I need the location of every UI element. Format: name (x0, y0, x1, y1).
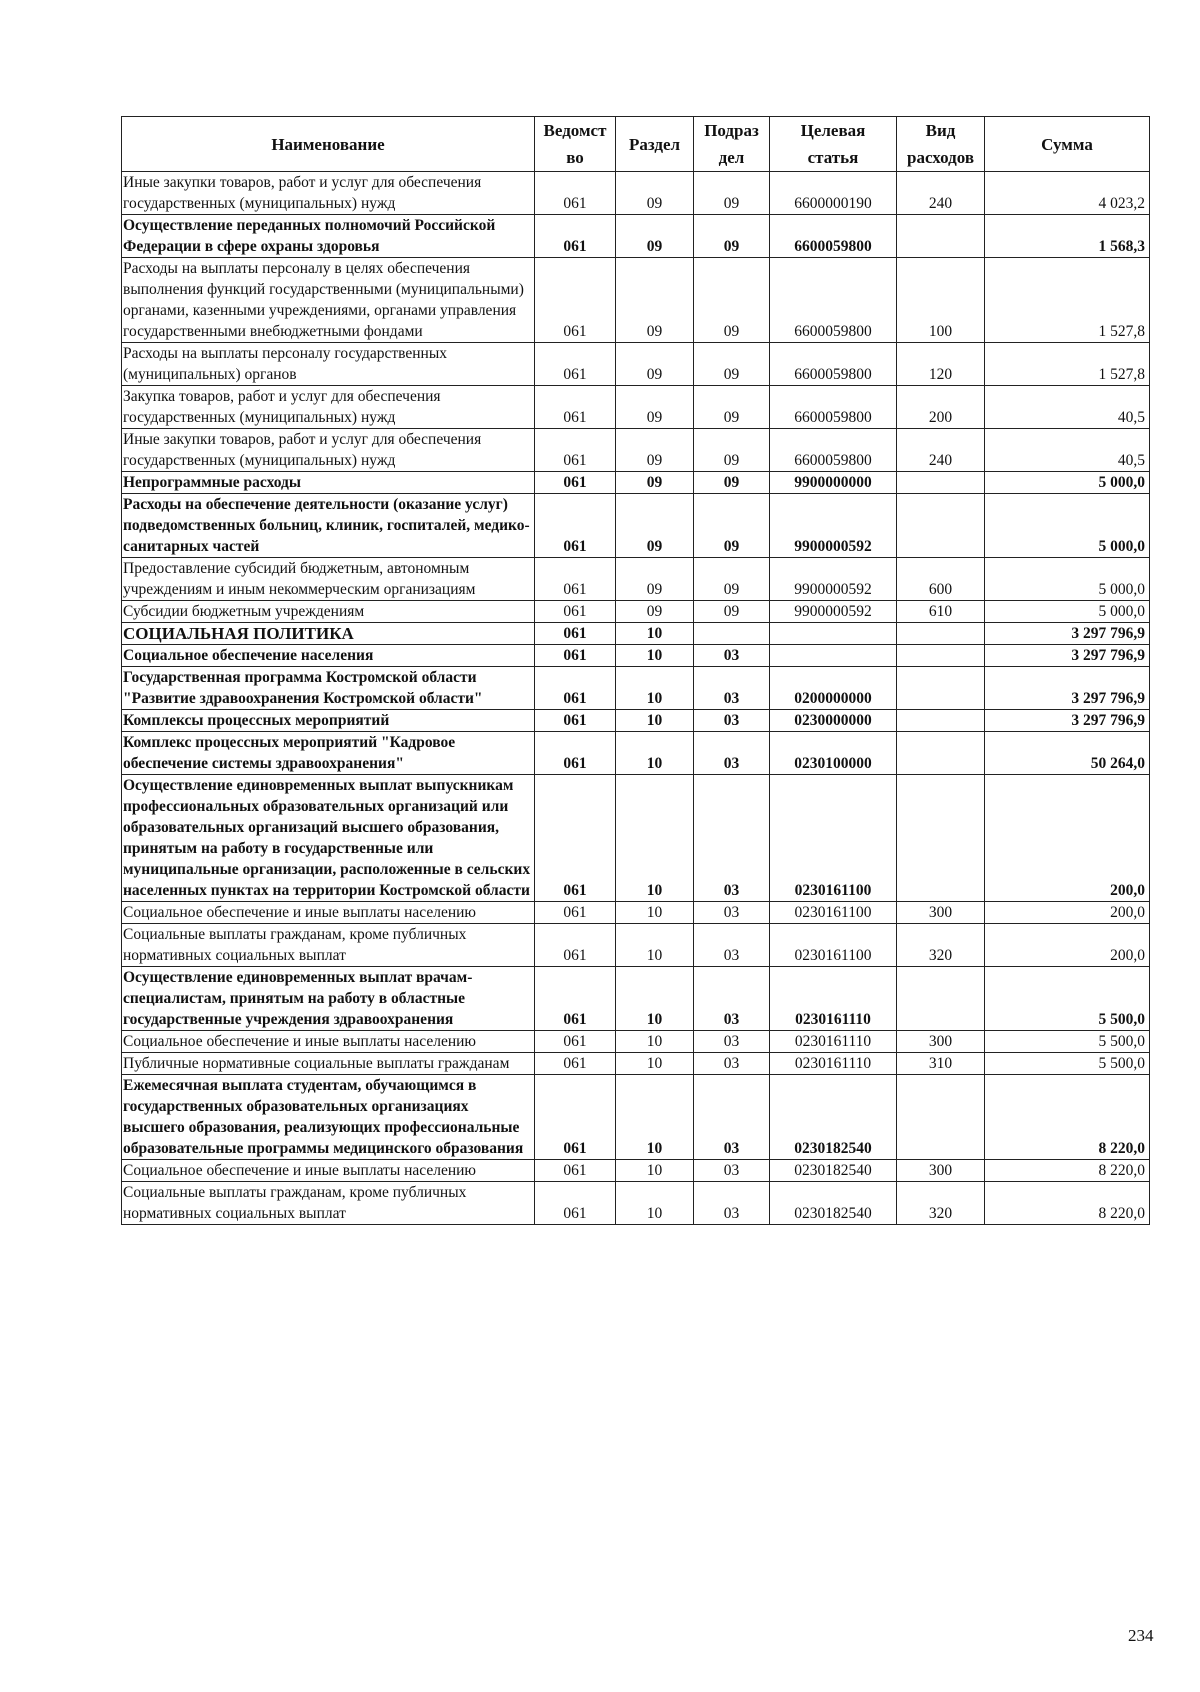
cell-section: 09 (616, 429, 694, 472)
cell-dept: 061 (535, 645, 616, 667)
budget-table (121, 116, 1150, 1225)
cell-subsection (694, 623, 770, 645)
cell-kind: 300 (897, 902, 985, 924)
cell-kind (897, 623, 985, 645)
cell-sum: 1 527,8 (985, 343, 1150, 386)
cell-name: Субсидии бюджетным учреждениям (122, 601, 535, 623)
cell-subsection: 09 (694, 215, 770, 258)
cell-target: 0230161110 (770, 1053, 897, 1075)
cell-subsection: 03 (694, 902, 770, 924)
cell-section: 10 (616, 667, 694, 710)
cell-subsection: 03 (694, 667, 770, 710)
col-header-target-line2: статья (807, 148, 859, 167)
cell-section: 10 (616, 967, 694, 1031)
cell-section: 09 (616, 386, 694, 429)
cell-sum: 3 297 796,9 (985, 667, 1150, 710)
table-row (122, 1031, 1150, 1053)
col-header-subsection-line2: дел (718, 148, 745, 167)
cell-kind (897, 215, 985, 258)
table-row (122, 172, 1150, 215)
cell-target: 0230100000 (770, 732, 897, 775)
table-header (122, 117, 1150, 172)
cell-sum: 3 297 796,9 (985, 623, 1150, 645)
cell-sum: 5 000,0 (985, 472, 1150, 494)
cell-dept: 061 (535, 215, 616, 258)
col-header-subsection-line1: Подраз (704, 121, 759, 140)
table-row (122, 494, 1150, 558)
cell-dept: 061 (535, 172, 616, 215)
table-row (122, 667, 1150, 710)
cell-section: 10 (616, 732, 694, 775)
cell-subsection: 03 (694, 924, 770, 967)
cell-sum: 5 500,0 (985, 1053, 1150, 1075)
cell-name: Социальные выплаты гражданам, кроме публичных нормативных социальных выплат (122, 1182, 535, 1225)
cell-section: 10 (616, 775, 694, 902)
cell-target: 6600059800 (770, 258, 897, 343)
cell-target: 9900000592 (770, 558, 897, 601)
cell-dept: 061 (535, 494, 616, 558)
col-header-target (770, 117, 897, 172)
cell-name: СОЦИАЛЬНАЯ ПОЛИТИКА (122, 623, 535, 645)
cell-name: Предоставление субсидий бюджетным, автономным учреждениям и иным некоммерческим организациям (122, 558, 535, 601)
col-header-dept-line2: во (566, 148, 584, 167)
col-header-target-line1: Целевая (800, 121, 866, 140)
table-row (122, 472, 1150, 494)
cell-target: 0230182540 (770, 1075, 897, 1160)
cell-section: 10 (616, 924, 694, 967)
cell-subsection: 09 (694, 558, 770, 601)
table-row (122, 601, 1150, 623)
cell-name: Комплекс процессных мероприятий "Кадровое обеспечение системы здравоохранения" (122, 732, 535, 775)
cell-target: 6600059800 (770, 386, 897, 429)
cell-kind: 120 (897, 343, 985, 386)
cell-kind: 300 (897, 1031, 985, 1053)
cell-section: 09 (616, 472, 694, 494)
cell-sum: 200,0 (985, 902, 1150, 924)
cell-sum: 5 000,0 (985, 558, 1150, 601)
cell-subsection: 03 (694, 645, 770, 667)
table-row (122, 732, 1150, 775)
cell-dept: 061 (535, 924, 616, 967)
cell-name: Публичные нормативные социальные выплаты гражданам (122, 1053, 535, 1075)
cell-name: Расходы на обеспечение деятельности (оказание услуг) подведомственных больниц, клиник, госпиталей, медико-санитарных частей (122, 494, 535, 558)
cell-name: Социальное обеспечение и иные выплаты населению (122, 1160, 535, 1182)
cell-sum: 40,5 (985, 429, 1150, 472)
table-row (122, 343, 1150, 386)
cell-target: 6600059800 (770, 215, 897, 258)
cell-sum: 200,0 (985, 924, 1150, 967)
cell-kind: 240 (897, 429, 985, 472)
col-header-section: Раздел (616, 117, 694, 172)
table-row (122, 429, 1150, 472)
cell-dept: 061 (535, 1160, 616, 1182)
cell-section: 10 (616, 1075, 694, 1160)
cell-subsection: 09 (694, 258, 770, 343)
cell-sum: 4 023,2 (985, 172, 1150, 215)
cell-name: Социальное обеспечение и иные выплаты населению (122, 902, 535, 924)
cell-target: 0230161110 (770, 967, 897, 1031)
cell-kind (897, 967, 985, 1031)
table-row (122, 924, 1150, 967)
cell-sum: 8 220,0 (985, 1075, 1150, 1160)
cell-section: 09 (616, 601, 694, 623)
cell-subsection: 03 (694, 1031, 770, 1053)
cell-kind: 100 (897, 258, 985, 343)
col-header-kind-line1: Вид (925, 121, 956, 140)
cell-sum: 5 500,0 (985, 967, 1150, 1031)
cell-sum: 5 000,0 (985, 601, 1150, 623)
col-header-sum: Сумма (985, 117, 1150, 172)
table-row (122, 1053, 1150, 1075)
col-header-kind-line2: расходов (907, 148, 974, 167)
cell-section: 10 (616, 623, 694, 645)
cell-target: 9900000592 (770, 601, 897, 623)
table-row (122, 710, 1150, 732)
cell-section: 10 (616, 1160, 694, 1182)
cell-target: 0230182540 (770, 1182, 897, 1225)
cell-sum: 200,0 (985, 775, 1150, 902)
cell-section: 09 (616, 215, 694, 258)
cell-kind (897, 710, 985, 732)
cell-dept: 061 (535, 386, 616, 429)
cell-section: 10 (616, 1053, 694, 1075)
col-header-kind (897, 117, 985, 172)
cell-dept: 061 (535, 472, 616, 494)
cell-kind: 240 (897, 172, 985, 215)
cell-target: 9900000592 (770, 494, 897, 558)
table-row (122, 902, 1150, 924)
table-body (122, 172, 1150, 1225)
cell-dept: 061 (535, 667, 616, 710)
cell-target: 9900000000 (770, 472, 897, 494)
cell-kind (897, 732, 985, 775)
cell-dept: 061 (535, 710, 616, 732)
cell-subsection: 03 (694, 775, 770, 902)
cell-kind: 310 (897, 1053, 985, 1075)
table-row (122, 775, 1150, 902)
cell-dept: 061 (535, 775, 616, 902)
cell-kind: 200 (897, 386, 985, 429)
cell-name: Непрограммные расходы (122, 472, 535, 494)
cell-dept: 061 (535, 258, 616, 343)
cell-kind (897, 1075, 985, 1160)
cell-dept: 061 (535, 1075, 616, 1160)
cell-subsection: 03 (694, 967, 770, 1031)
table-row (122, 623, 1150, 645)
cell-target: 0230161110 (770, 1031, 897, 1053)
cell-subsection: 09 (694, 172, 770, 215)
cell-section: 09 (616, 172, 694, 215)
cell-kind: 300 (897, 1160, 985, 1182)
cell-subsection: 03 (694, 710, 770, 732)
cell-dept: 061 (535, 623, 616, 645)
table-row (122, 215, 1150, 258)
cell-dept: 061 (535, 967, 616, 1031)
cell-subsection: 03 (694, 1053, 770, 1075)
cell-sum: 50 264,0 (985, 732, 1150, 775)
cell-subsection: 09 (694, 494, 770, 558)
table-row (122, 1160, 1150, 1182)
cell-subsection: 09 (694, 386, 770, 429)
cell-name: Расходы на выплаты персоналу в целях обеспечения выполнения функций государственными (муниципальными) органами, казенными учреждениями, органами управления государственными внебюджетными фондами (122, 258, 535, 343)
cell-target: 6600000190 (770, 172, 897, 215)
cell-dept: 061 (535, 1031, 616, 1053)
cell-section: 09 (616, 494, 694, 558)
cell-kind (897, 775, 985, 902)
cell-kind: 600 (897, 558, 985, 601)
cell-name: Ежемесячная выплата студентам, обучающимся в государственных образовательных организациях высшего образования, реализующих профессиональные образовательные программы медицинского образования (122, 1075, 535, 1160)
cell-target: 0230161100 (770, 775, 897, 902)
cell-sum: 3 297 796,9 (985, 710, 1150, 732)
cell-subsection: 03 (694, 1075, 770, 1160)
cell-target (770, 623, 897, 645)
cell-name: Осуществление единовременных выплат врачам-специалистам, принятым на работу в областные государственные учреждения здравоохранения (122, 967, 535, 1031)
cell-section: 10 (616, 645, 694, 667)
cell-sum: 5 500,0 (985, 1031, 1150, 1053)
table-row (122, 645, 1150, 667)
cell-kind: 320 (897, 1182, 985, 1225)
cell-sum: 40,5 (985, 386, 1150, 429)
table-row (122, 1075, 1150, 1160)
col-header-subsection (694, 117, 770, 172)
table-row (122, 258, 1150, 343)
cell-kind: 320 (897, 924, 985, 967)
cell-sum: 1 527,8 (985, 258, 1150, 343)
cell-name: Осуществление переданных полномочий Российской Федерации в сфере охраны здоровья (122, 215, 535, 258)
cell-target (770, 645, 897, 667)
cell-kind (897, 494, 985, 558)
cell-subsection: 03 (694, 1160, 770, 1182)
cell-kind (897, 667, 985, 710)
cell-dept: 061 (535, 1182, 616, 1225)
cell-name: Расходы на выплаты персоналу государственных (муниципальных) органов (122, 343, 535, 386)
cell-name: Социальные выплаты гражданам, кроме публичных нормативных социальных выплат (122, 924, 535, 967)
cell-dept: 061 (535, 1053, 616, 1075)
cell-name: Осуществление единовременных выплат выпускникам профессиональных образовательных организаций или образовательных организаций высшего образования, принятым на работу в государственные или муниципальные организации, расположенные в сельских населенных пунктах на территории Костромской области (122, 775, 535, 902)
cell-subsection: 09 (694, 601, 770, 623)
cell-sum: 3 297 796,9 (985, 645, 1150, 667)
cell-target: 0230161100 (770, 902, 897, 924)
cell-name: Государственная программа Костромской области "Развитие здравоохранения Костромской области" (122, 667, 535, 710)
cell-section: 09 (616, 258, 694, 343)
table-row (122, 386, 1150, 429)
cell-name: Закупка товаров, работ и услуг для обеспечения государственных (муниципальных) нужд (122, 386, 535, 429)
cell-dept: 061 (535, 732, 616, 775)
table-row (122, 1182, 1150, 1225)
cell-dept: 061 (535, 601, 616, 623)
cell-name: Комплексы процессных мероприятий (122, 710, 535, 732)
cell-subsection: 09 (694, 343, 770, 386)
cell-kind: 610 (897, 601, 985, 623)
table-row (122, 967, 1150, 1031)
cell-section: 10 (616, 1182, 694, 1225)
table-row (122, 558, 1150, 601)
col-header-dept (535, 117, 616, 172)
page-number: 234 (1128, 1626, 1154, 1645)
cell-name: Социальное обеспечение и иные выплаты населению (122, 1031, 535, 1053)
cell-kind (897, 645, 985, 667)
cell-name: Социальное обеспечение населения (122, 645, 535, 667)
cell-section: 09 (616, 343, 694, 386)
cell-subsection: 03 (694, 1182, 770, 1225)
cell-target: 6600059800 (770, 343, 897, 386)
cell-dept: 061 (535, 902, 616, 924)
cell-kind (897, 472, 985, 494)
cell-sum: 5 000,0 (985, 494, 1150, 558)
cell-target: 6600059800 (770, 429, 897, 472)
cell-target: 0230161100 (770, 924, 897, 967)
cell-subsection: 03 (694, 732, 770, 775)
cell-section: 10 (616, 1031, 694, 1053)
cell-target: 0230000000 (770, 710, 897, 732)
cell-section: 09 (616, 558, 694, 601)
cell-sum: 8 220,0 (985, 1182, 1150, 1225)
cell-target: 0230182540 (770, 1160, 897, 1182)
cell-dept: 061 (535, 558, 616, 601)
cell-name: Иные закупки товаров, работ и услуг для обеспечения государственных (муниципальных) нужд (122, 172, 535, 215)
cell-dept: 061 (535, 429, 616, 472)
cell-section: 10 (616, 902, 694, 924)
cell-name: Иные закупки товаров, работ и услуг для обеспечения государственных (муниципальных) нужд (122, 429, 535, 472)
cell-target: 0200000000 (770, 667, 897, 710)
col-header-dept-line1: Ведомст (543, 121, 607, 140)
cell-section: 10 (616, 710, 694, 732)
cell-sum: 8 220,0 (985, 1160, 1150, 1182)
cell-dept: 061 (535, 343, 616, 386)
cell-subsection: 09 (694, 472, 770, 494)
cell-subsection: 09 (694, 429, 770, 472)
col-header-name: Наименование (122, 117, 535, 172)
cell-sum: 1 568,3 (985, 215, 1150, 258)
